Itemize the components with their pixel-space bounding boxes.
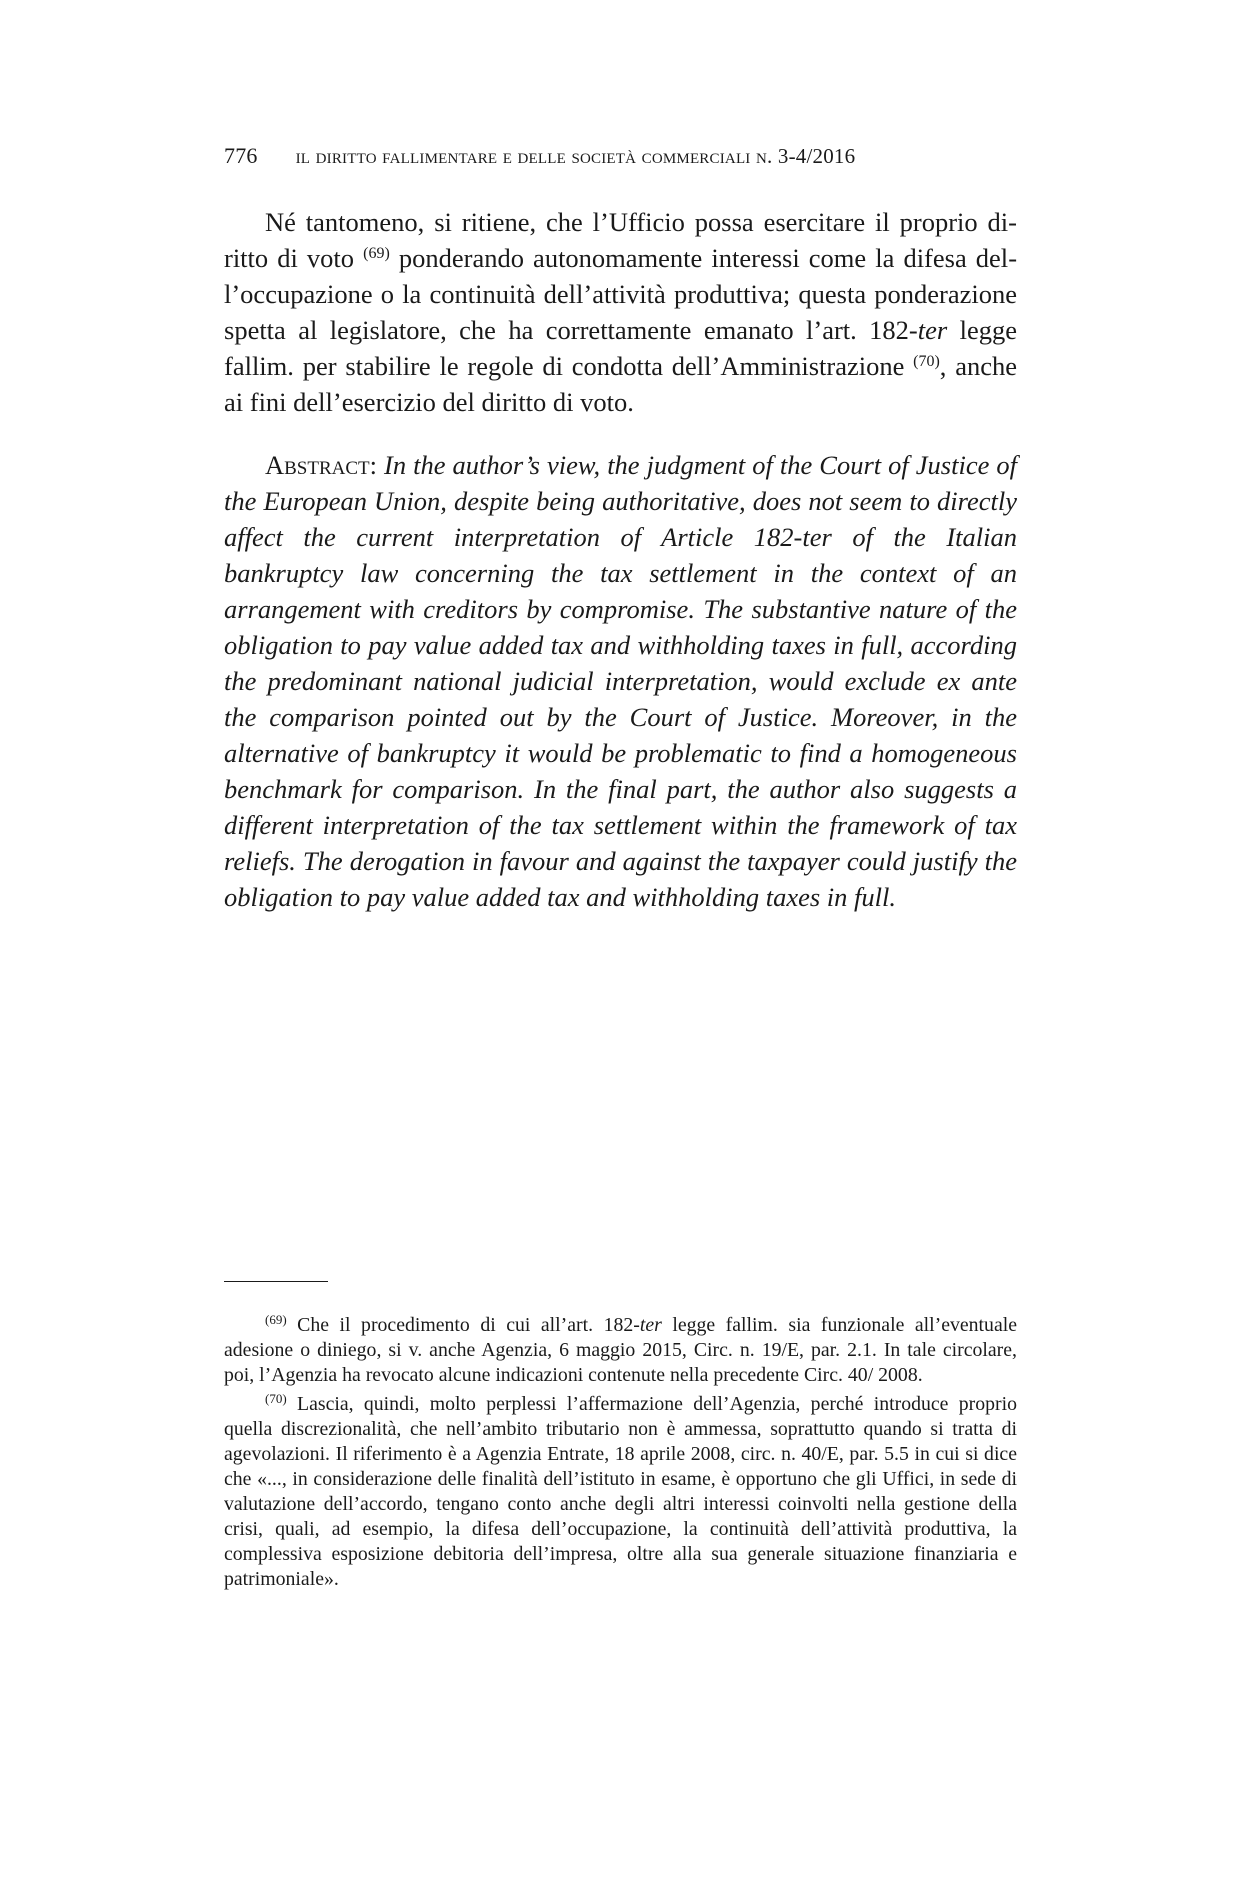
footnote-text: Che il procedimento di cui all’art. 182- (286, 1314, 640, 1336)
footnote-ref-69[interactable]: (69) (363, 245, 390, 262)
running-title-text: il diritto fallimentare e delle società commerciali n. (295, 144, 773, 168)
footnote-text: Lascia, quindi, molto perplessi l’affermazione dell’Agenzia, perché introduce proprio quella discrezionalità, che nell’ambito tributario non è ammessa, soprattutto quando si tratta di agevolazioni. Il riferimento è a Agenzia Entrate, 18 aprile 2008, circ. n. 40/E, par. 5.5 in cui si dice che «..., in considerazione delle finalità dell’istituto in esame, è opportuno che gli Uffici, in sede di valutazione dell’accordo, tengano conto anche degli altri interessi coinvolti nella gestione della crisi, quali, ad esempio, la difesa dell’occupazione, la continuità dell’attività produttiva, la complessiva esposizione debitoria dell’impresa, oltre alla sua generale situazione finanziaria e patrimoniale». (224, 1393, 1017, 1590)
body-paragraph (224, 204, 1017, 420)
abstract-label: Abstract: (265, 450, 378, 480)
paragraph-text: , anche ai fini dell’esercizio del diritto di voto. (224, 351, 1017, 417)
footnote-marker: (70) (265, 1391, 287, 1406)
footnote-69 (224, 1313, 1017, 1388)
footnote-marker: (69) (265, 1312, 287, 1327)
page-number: 776 (224, 143, 258, 168)
running-title (296, 144, 856, 169)
paragraph-text: ponderando autonomamente interessi come la difesa dell’occupazione o la continuità dell’attività produttiva; questa ponderazione spetta al legislatore, che ha correttamente emanato l’art. 182- (224, 243, 1018, 345)
paragraph-italic: ter (917, 315, 948, 345)
page-header (224, 143, 1017, 169)
footnote-italic: ter (639, 1314, 662, 1336)
paragraph-text: Né tantomeno, si ritiene, che l’Ufficio possa esercitare il proprio diritto di voto (224, 207, 1017, 273)
footnotes (224, 1313, 1017, 1596)
footnote-70 (224, 1392, 1017, 1592)
footnote-ref-70[interactable]: (70) (913, 353, 940, 370)
abstract (224, 447, 1017, 915)
paragraph-text: legge fallim. per stabilire le regole di condotta dell’Amministrazione (224, 315, 1017, 381)
footnote-separator (224, 1281, 328, 1282)
abstract-text: In the author’s view, the judgment of the Court of Justice of the European Union, despite being authoritative, does not seem to directly affect the current interpretation of Article 182-ter of the Italian bankruptcy law concerning the tax settlement in the context of an arrangement with creditors by compromise. The substantive nature of the obligation to pay value added tax and withholding taxes in full, according the predominant national judicial interpretation, would exclude ex ante the comparison pointed out by the Court of Justice. Moreover, in the alternative of bankruptcy it would be problematic to find a homogeneous benchmark for comparison. In the final part, the author also suggests a different interpretation of the tax settlement within the framework of tax reliefs. The derogation in favour and against the taxpayer could justify the obligation to pay value added tax and withholding taxes in full. (224, 450, 1017, 912)
footnote-text: legge fallim. sia funzionale all’eventuale adesione o diniego, si v. anche Agenzia, 6 maggio 2015, Circ. n. 19/E, par. 2.1. In tale circolare, poi, l’Agenzia ha revocato alcune indicazioni contenute nella precedente Circ. 40/ 2008. (224, 1314, 1017, 1386)
issue-number: 3-4/2016 (777, 144, 856, 168)
